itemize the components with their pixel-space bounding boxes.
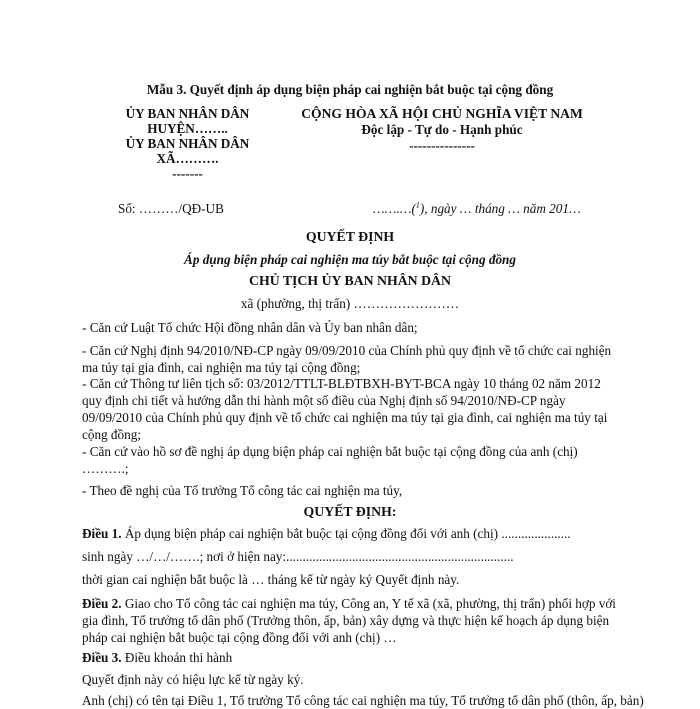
decision-subtitle: Áp dụng biện pháp cai nghiện ma túy bắt buộc tại cộng đồng bbox=[184, 252, 516, 267]
date-prefix: …….…( bbox=[373, 201, 416, 216]
basis-5: - Theo đề nghị của Tổ trưởng Tổ công tác cai nghiện ma túy, bbox=[82, 483, 403, 498]
basis-3: - Căn cứ Thông tư liên tịch số: 03/2012/TTLT-BLĐTBXH-BYT-BCA ngày 10 tháng 02 năm 2012 quy định chi tiết và hướng dẫn thi hành một số điều của Nghị định số 94/2010/NĐ-CP ngày 09/09/2010 của Chính phủ quy định về tổ chức cai nghiện ma túy tại gia đình, cai nghiện ma túy tại cộng đồng; bbox=[82, 376, 608, 442]
authority-locality: xã (phường, thị trấn) …………………… bbox=[240, 296, 460, 311]
national-title: CỘNG HÒA XÃ HỘI CHỦ NGHĨA VIỆT NAM bbox=[301, 106, 583, 121]
article-2 bbox=[82, 595, 622, 646]
article-1-line3: thời gian cai nghiện bắt buộc là … tháng kể từ ngày ký Quyết định này. bbox=[82, 572, 460, 587]
header-left bbox=[100, 106, 275, 181]
header-right-dashes: --------------- bbox=[409, 138, 475, 153]
basis-1: - Căn cứ Luật Tổ chức Hội đồng nhân dân và Ủy ban nhân dân; bbox=[82, 320, 418, 335]
decision-title: QUYẾT ĐỊNH bbox=[305, 229, 395, 244]
document-number: Số: ………/QĐ-UB bbox=[118, 201, 224, 216]
header-left-line3: ỦY BAN NHÂN DÂN bbox=[125, 136, 250, 151]
header-left-line1: ỦY BAN NHÂN DÂN bbox=[125, 106, 250, 121]
article-3-text: Điều khoản thi hành bbox=[121, 650, 233, 665]
header-left-line4: XÃ………. bbox=[156, 151, 219, 166]
article-2-label: Điều 2. bbox=[82, 596, 122, 611]
article-1-label: Điều 1. bbox=[82, 526, 122, 541]
article-3 bbox=[82, 650, 232, 666]
article-1-line2: sinh ngày …/…/…….; nơi ở hiện nay:..................................................................... bbox=[82, 549, 514, 564]
header-left-line2: HUYỆN…….. bbox=[147, 121, 228, 136]
form-title: Mẫu 3. Quyết định áp dụng biện pháp cai nghiện bắt buộc tại cộng đồng bbox=[146, 82, 554, 97]
article-3-label: Điều 3. bbox=[82, 650, 122, 665]
cutoff-line: Anh (chị) có tên tại Điều 1, Tổ trưởng Tổ công tác cai nghiện ma túy, Tổ trưởng tổ dân phố (thôn, ấp, bản) bbox=[82, 693, 644, 708]
date-suffix: ), ngày … tháng … năm 201… bbox=[419, 201, 581, 216]
header-left-dashes: ------- bbox=[172, 166, 203, 181]
header-right bbox=[282, 106, 602, 154]
document-date bbox=[373, 201, 581, 217]
decision-heading: QUYẾT ĐỊNH: bbox=[303, 504, 397, 519]
article-1-line1: Áp dụng biện pháp cai nghiện bắt buộc tại cộng đồng đối với anh (chị) ..................... bbox=[121, 526, 571, 541]
article-1 bbox=[82, 526, 571, 542]
article-2-text: Giao cho Tổ công tác cai nghiện ma túy, Công an, Y tế xã (xã, phường, thị trấn) phối hợp với gia đình, Tổ trưởng tổ dân phố (Trưởng thôn, ấp, bản) xây dựng và thực hiện kế hoạch áp dụng biện pháp cai nghiện bắt buộc tại cộng đồng đối với anh (chị) … bbox=[82, 596, 616, 645]
issuing-authority: CHỦ TỊCH ỦY BAN NHÂN DÂN bbox=[249, 273, 451, 288]
national-motto: Độc lập - Tự do - Hạnh phúc bbox=[361, 122, 523, 137]
effect-line: Quyết định này có hiệu lực kể từ ngày ký. bbox=[82, 672, 304, 687]
basis-4: - Căn cứ vào hồ sơ đề nghị áp dụng biện pháp cai nghiện bắt buộc tại cộng đồng của anh (chị) ……….; bbox=[82, 444, 578, 476]
footnote-marker: 1 bbox=[415, 200, 420, 210]
basis-2: - Căn cứ Nghị định 94/2010/NĐ-CP ngày 09/09/2010 của Chính phủ quy định về tổ chức cai nghiện ma túy tại gia đình, cai nghiện ma túy tại cộng đồng; bbox=[82, 343, 612, 375]
